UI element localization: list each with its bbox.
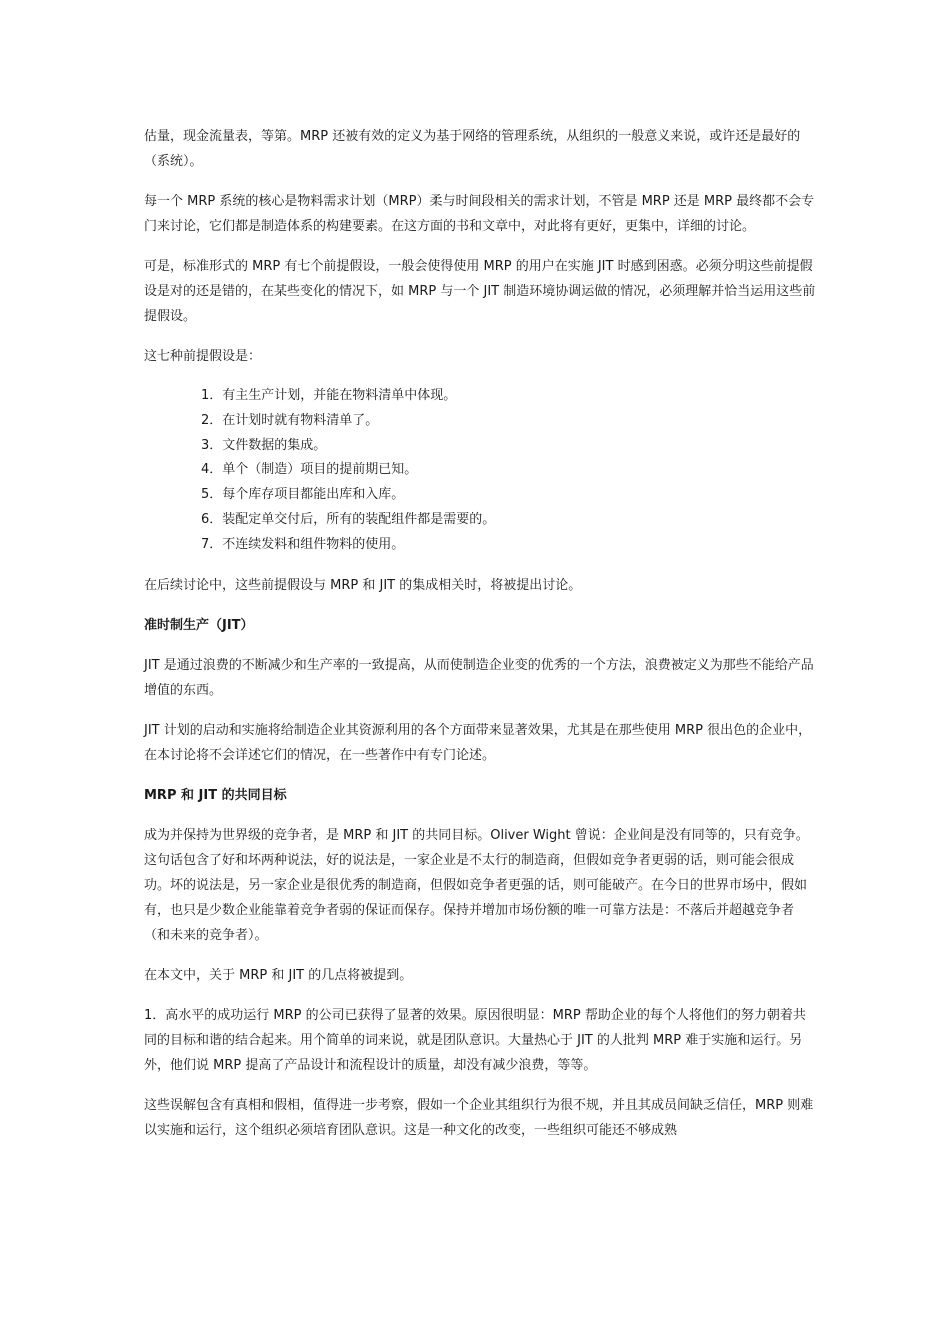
paragraph: 这些误解包含有真相和假相，值得进一步考察，假如一个企业其组织行为很不规，并且其成员间缺乏信任，MRP 则难以实施和运行，这个组织必须培育团队意识。这是一种文化的改变，一些组织可能还不够成熟 (144, 1097, 814, 1138)
section-heading-common-goals: MRP 和 JIT 的共同目标 (144, 787, 287, 803)
document-body (144, 124, 816, 1158)
paragraph: 在本文中，关于 MRP 和 JIT 的几点将被提到。 (144, 967, 413, 983)
paragraph: 可是，标准形式的 MRP 有七个前提假设，一般会使得使用 MRP 的用户在实施 JIT 时感到困惑。必须分明这些前提假设是对的还是错的，在某些变化的情况下，如 MRP 与一个 JIT 制造环境协调运做的情况，必须理解并恰当运用这些前提假设。 (144, 259, 816, 324)
list-item: 2．在计划时就有物料清单了。 (201, 412, 379, 428)
list-item: 6．装配定单交付后，所有的装配组件都是需要的。 (201, 511, 496, 527)
list-item: 5．每个库存项目都能出库和入库。 (201, 487, 405, 503)
paragraph: 成为并保持为世界级的竞争者，是 MRP 和 JIT 的共同目标。Oliver Wight 曾说：企业间是没有同等的，只有竞争。这句话包含了好和坏两种说法，好的说法是，一家企业是不太行的制造商，但假如竞争者更弱的话，则可能会很成功。坏的说法是，另一家企业是很优秀的制造商，但假如竞争者更强的话，则可能破产。在今日的世界市场中，假如有，也只是少数企业能靠着竞争者弱的保证而保存。保持并增加市场份额的唯一可靠方法是：不落后并超越竞争者（和未来的竞争者）。 (144, 827, 809, 943)
paragraph: 这七种前提假设是： (144, 349, 262, 364)
paragraph: JIT 是通过浪费的不断减少和生产率的一致提高，从而使制造企业变的优秀的一个方法，浪费被定义为那些不能给产品增值的东西。 (144, 657, 814, 698)
paragraph: 1．高水平的成功运行 MRP 的公司已获得了显著的效果。原因很明显：MRP 帮助企业的每个人将他们的努力朝着共同的目标和谐的结合起来。用个简单的词来说，就是团队意识。大量热心于 JIT 的人批判 MRP 难于实施和运行。另外，他们说 MRP 提高了产品设计和流程设计的质量，却没有减少浪费，等等。 (144, 1007, 806, 1073)
list-item: 4．单个（制造）项目的提前期已知。 (201, 462, 418, 478)
section-heading-jit: 准时制生产（JIT） (144, 617, 254, 633)
list-item: 7．不连续发料和组件物料的使用。 (201, 536, 405, 552)
list-item: 3．文件数据的集成。 (201, 437, 327, 453)
assumptions-list (144, 384, 816, 558)
paragraph: 在后续讨论中，这些前提假设与 MRP 和 JIT 的集成相关时，将被提出讨论。 (144, 577, 582, 593)
paragraph: 估量，现金流量表，等第。MRP 还被有效的定义为基于网络的管理系统，从组织的一般意义来说，或许还是最好的（系统）。 (144, 129, 801, 169)
list-item: 1．有主生产计划，并能在物料清单中体现。 (201, 388, 457, 403)
paragraph: 每一个 MRP 系统的核心是物料需求计划（MRP）柔与时间段相关的需求计划，不管是 MRP 还是 MRP 最终都不会专门来讨论，它们都是制造体系的构建要素。在这方面的书和文章中，对此将有更好，更集中，详细的讨论。 (144, 194, 815, 234)
paragraph: JIT 计划的启动和实施将给制造企业其资源利用的各个方面带来显著效果，尤其是在那些使用 MRP 很出色的企业中，在本讨论将不会详述它们的情况，在一些著作中有专门论述。 (144, 722, 812, 763)
